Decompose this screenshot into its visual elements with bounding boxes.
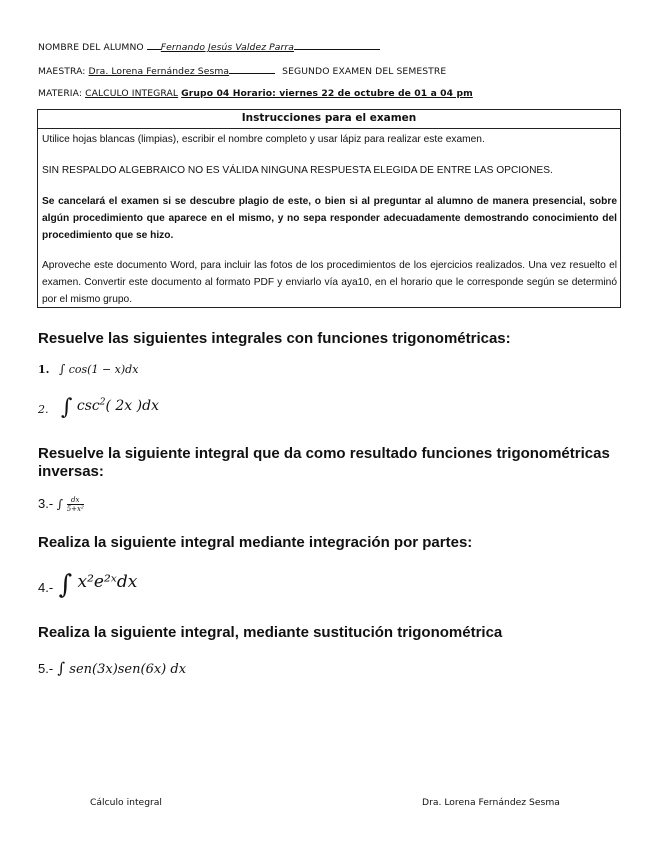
exercise-5-expression: sen(3x)sen(6x) dx [69, 662, 187, 677]
section-subst-heading: Realiza la siguiente integral, mediante sustitución trigonométrica [38, 624, 503, 641]
instructions-p3: Se cancelará el examen si se descubre plagio de este, o bien si al preguntar al alumno de manera presencial, sobre algún procedimiento que aparece en el mismo, y no sepa responder adecuadamente demostrando conocimiento del procedimiento que se hizo. [42, 196, 617, 241]
instructions-divider [38, 128, 620, 129]
student-fill-lead [147, 40, 161, 50]
integral-sign-4: ∫ [58, 570, 73, 600]
teacher-name: Dra. Lorena Fernández Sesma [88, 66, 230, 77]
student-fill-tail [294, 40, 380, 50]
footer-course: Cálculo integral [90, 797, 162, 808]
instructions-title: Instrucciones para el examen [241, 112, 417, 124]
integral-sign-5: ∫ [57, 659, 66, 677]
teacher-label: MAESTRA: [38, 66, 86, 77]
exercise-4-number: 4.- [38, 580, 54, 595]
student-name: Fernando Jesús Valdez Parra [160, 42, 295, 53]
instructions-p2: SIN RESPALDO ALGEBRAICO NO ES VÁLIDA NINGUNA RESPUESTA ELEGIDA DE ENTRE LAS OPCIONES. [42, 165, 553, 176]
exercise-2-number: 2. [38, 403, 49, 416]
section-inverse-heading: Resuelve la siguiente integral que da como resultado funciones trigonométricas inversas: [38, 445, 610, 480]
exercise-3-numerator: dx [67, 496, 84, 505]
student-label: NOMBRE DEL ALUMNO [38, 42, 144, 53]
section-trig-heading: Resuelve las siguientes integrales con funciones trigonométricas: [38, 330, 511, 347]
exercise-2-func: csc [76, 398, 100, 414]
exercise-3 [38, 496, 84, 513]
teacher-fill [229, 64, 275, 74]
exercise-1-number: 1. [38, 363, 50, 376]
section-parts-heading: Realiza la siguiente integral mediante integración por partes: [38, 534, 473, 551]
exercise-1-expression: cos(1 − x)dx [68, 363, 139, 376]
exercise-4 [38, 570, 137, 600]
exercise-2-argument: ( 2x )dx [105, 398, 159, 414]
exercise-5 [38, 659, 186, 677]
integral-sign-1: ∫ [58, 362, 66, 376]
exercise-5-number: 5.- [38, 661, 54, 676]
footer-teacher: Dra. Lorena Fernández Sesma [422, 797, 560, 808]
subject-name: CALCULO INTEGRAL [85, 88, 179, 99]
instructions-p1: Utilice hojas blancas (limpias), escribir el nombre completo y usar lápiz para realizar este examen. [42, 134, 485, 145]
exercise-2-exponent: 2 [99, 397, 106, 408]
subject-line [38, 88, 473, 99]
exercise-2 [38, 395, 159, 420]
exercise-1 [38, 362, 138, 376]
subject-label: MATERIA: [38, 88, 83, 99]
integral-sign-2: ∫ [60, 395, 73, 420]
exercise-3-fraction [67, 496, 84, 513]
teacher-line [38, 64, 446, 77]
integral-sign-3: ∫ [56, 497, 64, 511]
instructions-p4: Aproveche este documento Word, para incluir las fotos de los procedimientos de los ejercicios realizados. Una vez resuelto el examen. Convertir este documento al formato PDF y enviarlo vía aya10, en el horario que le corresponde según se determinó por el mismo grupo. [42, 260, 617, 305]
exercise-4-expression: x²e²ˣdx [77, 572, 138, 592]
exam-label: SEGUNDO EXAMEN DEL SEMESTRE [282, 66, 447, 77]
exercise-3-number: 3.- [38, 496, 54, 511]
exercise-3-denominator: 5+x² [66, 505, 84, 514]
student-line [38, 40, 380, 53]
group-schedule: Grupo 04 Horario: viernes 22 de octubre de 01 a 04 pm [181, 88, 473, 99]
instructions-box [37, 109, 621, 308]
